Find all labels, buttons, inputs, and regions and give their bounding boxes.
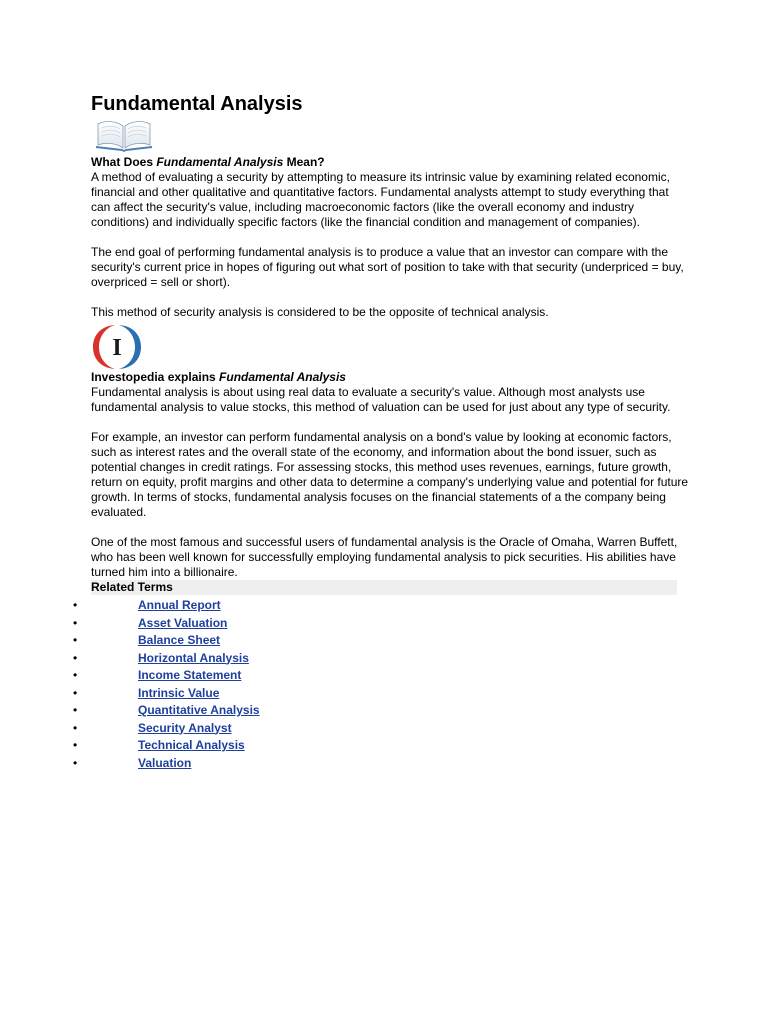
article bbox=[73, 92, 691, 772]
explanation-paragraph: For example, an investor can perform fundamental analysis on a bond's value by looking at economic factors, such as interest rates and the overall state of the economy, and information about the bond issuer, such as potential changes in credit ratings. For assessing stocks, this method uses revenues, earnings, future growth, return on equity, profit margins and other data to determine a company's underlying value and potential for future growth. In terms of stocks, fundamental analysis focuses on the financial statements of a the company being evaluated. bbox=[91, 430, 689, 519]
list-item bbox=[73, 737, 691, 755]
bullet: • bbox=[73, 738, 78, 752]
bullet: • bbox=[73, 650, 78, 665]
related-term-link[interactable]: Valuation bbox=[138, 755, 192, 770]
related-term-link[interactable]: Annual Report bbox=[138, 598, 221, 612]
related-term-link[interactable]: Technical Analysis bbox=[138, 738, 245, 752]
related-term-link[interactable]: Income Statement bbox=[138, 668, 242, 682]
bullet: • bbox=[73, 668, 78, 682]
definition-paragraph: The end goal of performing fundamental analysis is to produce a value that an investor can compare with the security's current price in hopes of figuring out what sort of position to take with that security (underpriced = buy, overpriced = sell or short). bbox=[91, 245, 684, 289]
list-item bbox=[73, 667, 691, 685]
list-item bbox=[73, 702, 691, 720]
bullet: • bbox=[73, 755, 78, 770]
bullet: • bbox=[73, 598, 78, 612]
list-item bbox=[73, 597, 691, 615]
bullet: • bbox=[73, 685, 78, 700]
definition-paragraph: A method of evaluating a security by attempting to measure its intrinsic value by examining related economic, financial and other qualitative and quantitative factors. Fundamental analysts attempt to study everything that can affect the security's value, including macroeconomic factors (like the overall economy and industry conditions) and individually specific factors (like the financial condition and management of companies). bbox=[91, 170, 670, 229]
list-item bbox=[73, 685, 691, 703]
list-item bbox=[73, 615, 691, 633]
open-book-icon bbox=[92, 116, 156, 152]
related-terms-list bbox=[73, 597, 691, 772]
related-term-link[interactable]: Security Analyst bbox=[138, 720, 232, 735]
related-term-link[interactable]: Balance Sheet bbox=[138, 633, 221, 647]
page-title: Fundamental Analysis bbox=[91, 93, 303, 115]
explanation-paragraph: One of the most famous and successful users of fundamental analysis is the Oracle of Omaha, Warren Buffett, who has been well known for successfully employing fundamental analysis to pick securities. His abilities have turned him into a billionaire. bbox=[91, 535, 678, 579]
related-term-link[interactable]: Intrinsic Value bbox=[138, 685, 220, 700]
investopedia-logo-icon bbox=[91, 324, 145, 370]
bullet: • bbox=[73, 703, 78, 717]
related-term-link[interactable]: Horizontal Analysis bbox=[138, 650, 249, 665]
bullet: • bbox=[73, 615, 78, 630]
explanation-heading: Investopedia explains Fundamental Analysis bbox=[91, 370, 346, 384]
definition-heading: What Does Fundamental Analysis Mean? bbox=[91, 155, 325, 169]
related-term-link[interactable]: Quantitative Analysis bbox=[138, 703, 260, 717]
list-item bbox=[73, 720, 691, 738]
bullet: • bbox=[73, 720, 78, 735]
list-item bbox=[73, 650, 691, 668]
related-terms-heading: Related Terms bbox=[91, 580, 677, 595]
explanation-paragraph: Fundamental analysis is about using real data to evaluate a security's value. Although most analysts use fundamental analysis to value stocks, this method of valuation can be used for just about any type of security. bbox=[91, 385, 671, 414]
definition-paragraph: This method of security analysis is considered to be the opposite of technical analysis. bbox=[91, 305, 549, 319]
logo-letter: I bbox=[112, 335, 122, 361]
bullet: • bbox=[73, 633, 78, 647]
list-item bbox=[73, 755, 691, 773]
list-item bbox=[73, 632, 691, 650]
related-term-link[interactable]: Asset Valuation bbox=[138, 615, 228, 630]
